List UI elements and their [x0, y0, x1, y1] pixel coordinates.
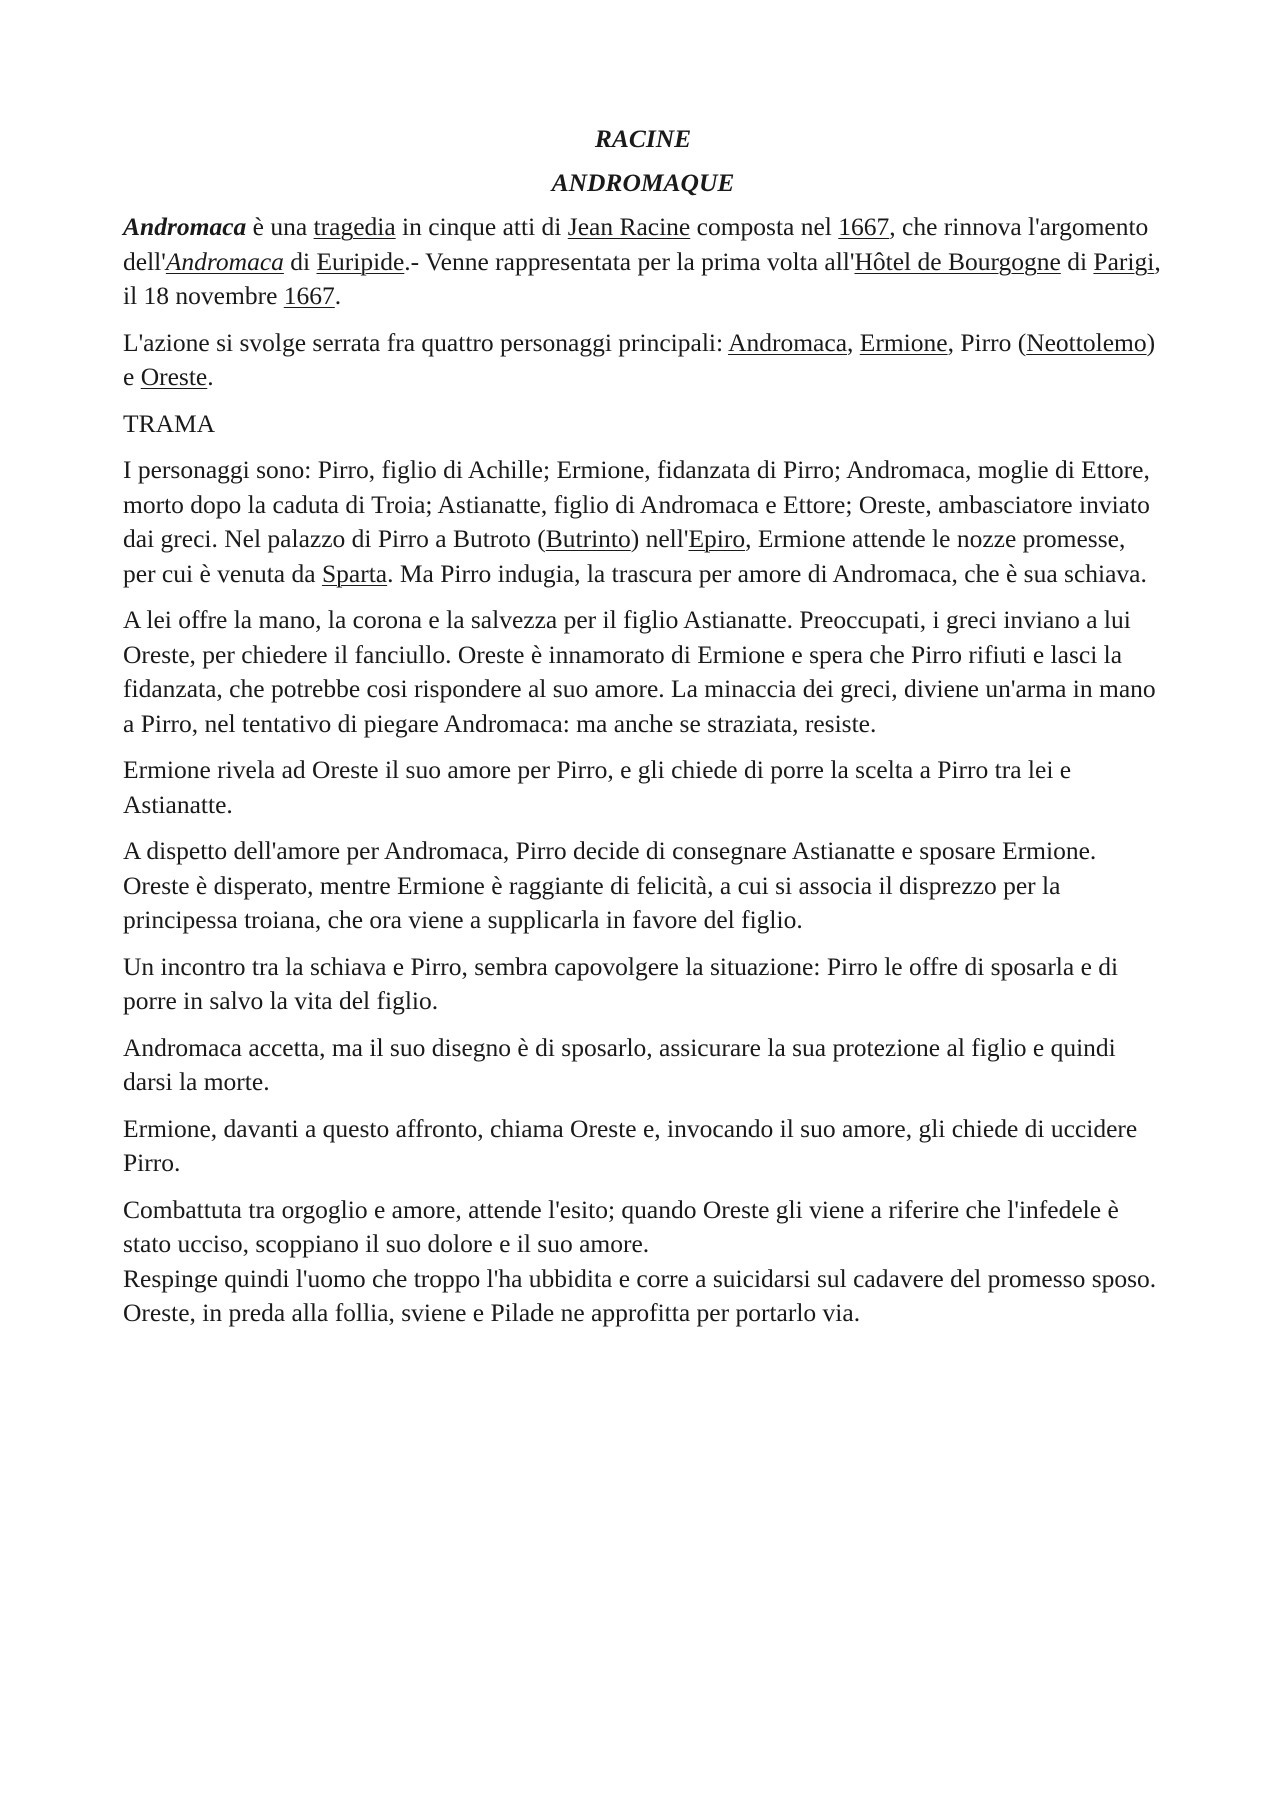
- document-title: RACINE: [594, 124, 692, 153]
- plot-paragraph: Un incontro tra la schiava e Pirro, sembra capovolgere la situazione: Pirro le offre di sposarla e di porre in salvo la vita del figlio.: [123, 951, 1119, 1015]
- plot-paragraph: Respinge quindi l'uomo che troppo l'ha ubbidita e corre a suicidarsi sul cadavere del promesso sposo.: [123, 1263, 1157, 1293]
- plot-paragraph: Oreste, in preda alla follia, sviene e Pilade ne approfitta per portarlo via.: [123, 1298, 861, 1327]
- plot-text: . Ma Pirro indugia, la trascura per amore di Andromaca, che è sua schiava.: [387, 558, 1147, 588]
- link-epiro[interactable]: Epiro: [688, 524, 746, 553]
- plot-paragraph: Combattuta tra orgoglio e amore, attende l'esito; quando Oreste gli viene a riferire che l'infedele è stato ucciso, scoppiano il suo dolore e il suo amore.: [123, 1194, 1119, 1258]
- characters-text: ) e: [123, 327, 1156, 391]
- link-neottolemo[interactable]: Neottolemo: [1026, 327, 1147, 357]
- intro-text: , che rinnova l'argomento dell': [123, 212, 1149, 276]
- plot-paragraph: Ermione rivela ad Oreste il suo amore per Pirro, e gli chiede di porre la scelta a Pirro tra lei e Astianatte.: [123, 755, 1072, 819]
- plot-paragraph-characters: [123, 453, 1163, 591]
- link-jean-racine[interactable]: Jean Racine: [567, 212, 691, 241]
- plot-paragraph: A lei offre la mano, la corona e la salvezza per il figlio Astianatte. Preoccupati, i greci inviano a lui Oreste, per chiedere il fanciullo. Oreste è innamorato di Ermione e spera che Pirro rifiuti e lasci la fidanzata, che potrebbe cosi rispondere al suo amore. La minaccia dei greci, diviene un'arma in mano a Pirro, nel tentativo di piegare Andromaca: ma anche se straziata, resiste.: [123, 605, 1156, 738]
- document-subtitle: ANDROMAQUE: [551, 168, 735, 197]
- section-heading-trama: TRAMA: [123, 408, 216, 438]
- link-hotel-de-bourgogne[interactable]: Hôtel de Bourgogne: [854, 246, 1061, 276]
- intro-text: composta nel: [690, 212, 839, 241]
- characters-text: ,: [847, 327, 860, 357]
- document-page: [123, 122, 1163, 1331]
- link-butrinto[interactable]: Butrinto: [545, 524, 631, 553]
- plot-text: I personaggi sono: Pirro, figlio di Achille; Ermione, fidanzata di Pirro; Andromaca, moglie di Ettore, morto dopo la caduta di Troia; Astianatte, figlio di Andromaca e Ettore; Oreste, ambasciatore inviato dai greci. Nel palazzo di Pirro a Butroto (: [123, 455, 1150, 553]
- plot-paragraph: Ermione, davanti a questo affronto, chiama Oreste e, invocando il suo amore, gli chiede di uccidere Pirro.: [123, 1113, 1138, 1177]
- intro-text: .: [334, 281, 342, 310]
- link-1667[interactable]: 1667: [838, 212, 890, 241]
- link-tragedia[interactable]: tragedia: [313, 212, 396, 241]
- plot-text: ) nell': [630, 524, 689, 553]
- characters-text: L'azione si svolge serrata fra quattro personaggi principali:: [123, 327, 729, 357]
- plot-paragraph: Andromaca accetta, ma il suo disegno è di sposarlo, assicurare la sua protezione al figlio e quindi darsi la morte.: [123, 1032, 1116, 1096]
- characters-text: .: [207, 362, 214, 391]
- link-sparta[interactable]: Sparta: [321, 558, 388, 588]
- link-ermione[interactable]: Ermione: [859, 327, 948, 357]
- intro-paragraph: [123, 210, 1163, 314]
- intro-text: di: [1060, 246, 1094, 276]
- plot-paragraph: A dispetto dell'amore per Andromaca, Pirro decide di consegnare Astianatte e sposare Ermione. Oreste è disperato, mentre Ermione è raggiante di felicità, a cui si associa il disprezzo per la principessa troiana, che ora viene a supplicarla in favore del figlio.: [123, 836, 1097, 934]
- characters-text: , Pirro (: [947, 327, 1027, 357]
- link-andromaca[interactable]: Andromaca: [728, 327, 848, 357]
- intro-bold-term: Andromaca: [123, 212, 247, 241]
- intro-text: .- Venne rappresentata per la prima volta all': [404, 246, 855, 276]
- intro-text: di: [283, 246, 317, 276]
- link-oreste[interactable]: Oreste: [140, 362, 208, 391]
- plot-text: , Ermione attende le nozze promesse, per cui è venuta da: [123, 524, 1126, 588]
- link-euripide[interactable]: Euripide: [316, 246, 405, 276]
- characters-paragraph: [123, 326, 1163, 395]
- intro-text: è una: [246, 212, 314, 241]
- link-1667-second[interactable]: 1667: [283, 281, 335, 310]
- intro-text: in cinque atti di: [395, 212, 568, 241]
- link-andromaca-euripide[interactable]: Andromaca: [165, 246, 284, 276]
- link-parigi[interactable]: Parigi: [1093, 246, 1155, 276]
- intro-text: , il 18 novembre: [123, 246, 1161, 310]
